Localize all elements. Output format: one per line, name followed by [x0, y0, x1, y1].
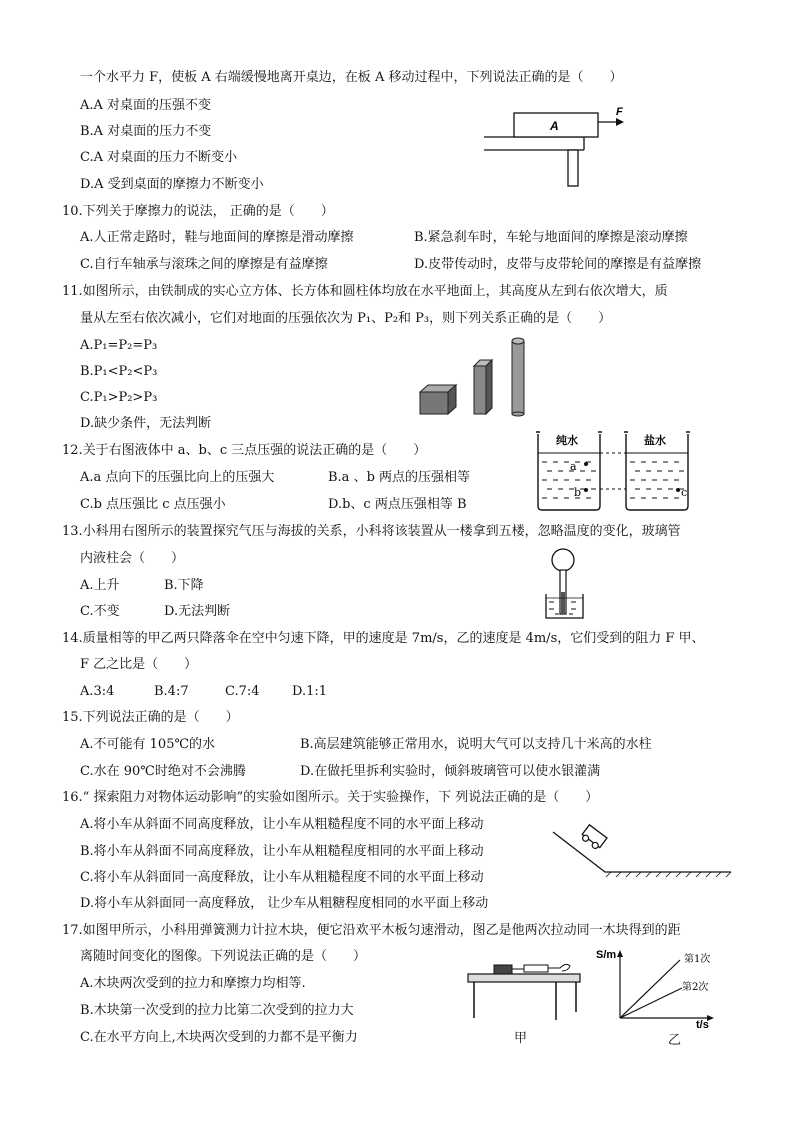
board-label: A [550, 119, 559, 133]
beaker-right-label: 盐水 [644, 434, 666, 447]
q16-option-d[interactable]: D.将小车从斜面同一高度释放， 让少车从粗糖程度相同的水平面上移动 [80, 896, 489, 911]
line1-label: 第1次 [684, 954, 711, 965]
q12-option-d[interactable]: D.b、c 两点压强相等 B [328, 497, 467, 512]
q16-stem: 16.“ 探索阻力对物体运动影响”的实验如图所示。关于实验操作，下 列说法正确的是（ ） [62, 790, 599, 805]
q16-figure [553, 820, 733, 878]
line-second [620, 988, 682, 1018]
q9-option-d[interactable]: D.A 受到桌面的摩擦力不断变小 [80, 177, 264, 192]
line2-label: 第2次 [682, 982, 709, 993]
q17-option-b[interactable]: B.木块第一次受到的拉力比第二次受到的拉力大 [80, 1003, 354, 1018]
q14-option-b[interactable]: B.4:7 [154, 684, 189, 699]
q13-option-c[interactable]: C.不变 [80, 604, 120, 619]
q11-option-c[interactable]: C.P₁>P₂>P₃ [80, 390, 158, 405]
q16-option-b[interactable]: B.将小车从斜面不同高度释放，让小车从粗糙程度相同的水平面上移动 [80, 844, 484, 859]
q10-option-a[interactable]: A.人正常走路时，鞋与地面间的摩擦是滑动摩擦 [80, 230, 354, 245]
q17-stem-line1: 17.如图甲所示，小科用弹簧测力计拉木块，便它沿欢平木板匀速滑动，图乙是他两次拉动同一木块得到的距 [62, 923, 681, 938]
q15-option-b[interactable]: B.高层建筑能够正常用水，说明大气可以支持几十米高的水柱 [300, 737, 652, 752]
q12-option-c[interactable]: C.b 点压强比 c 点压强小 [80, 497, 226, 512]
point-b-label: b [574, 486, 582, 499]
q15-option-c[interactable]: C.水在 90℃时绝对不会沸腾 [80, 764, 246, 779]
q10-option-c[interactable]: C.自行车轴承与滚珠之间的摩擦是有益摩擦 [80, 257, 328, 272]
q13-stem-line2: 内液柱会（ ） [80, 551, 185, 566]
q14-option-c[interactable]: C.7:4 [225, 684, 260, 699]
q14-stem-line2: F 乙之比是（ ） [80, 657, 198, 672]
q16-option-c[interactable]: C.将小车从斜面同一高度释放，让小车从粗糙程度不同的水平面上移动 [80, 870, 484, 885]
q13-figure [543, 548, 593, 620]
q11-option-d[interactable]: D.缺少条件，无法判断 [80, 416, 212, 431]
q13-option-a[interactable]: A.上升 [80, 578, 120, 593]
q11-option-b[interactable]: B.P₁<P₂<P₃ [80, 364, 158, 379]
q17-option-a[interactable]: A.木块两次受到的拉力和摩擦力均相等. [80, 976, 306, 991]
q12-figure [526, 426, 716, 512]
q17-figure-a [464, 958, 586, 1022]
q13-option-b[interactable]: B.下降 [164, 578, 204, 593]
q11-stem-line2: 量从左至右依次减小，它们对地面的压强依次为 P₁、P₂和 P₃，则下列关系正确的是（ ） [80, 311, 612, 326]
beaker-left-label: 纯水 [556, 434, 578, 447]
q10-option-d[interactable]: D.皮带传动时，皮带与皮带轮间的摩擦是有益摩擦 [414, 257, 702, 272]
q17-fig-a-caption: 甲 [514, 1031, 528, 1046]
q12-stem: 12.关于右图液体中 a、b、c 三点压强的说法正确的是（ ） [62, 443, 427, 458]
q16-option-a[interactable]: A.将小车从斜面不同高度释放，让小车从粗糙程度不同的水平面上移动 [80, 817, 484, 832]
q15-option-d[interactable]: D.在做托里拆利实验时，倾斜玻璃管可以使水银灌满 [300, 764, 601, 779]
q15-option-a[interactable]: A.不可能有 105℃的水 [80, 737, 216, 752]
line-first [620, 960, 680, 1018]
q11-option-a[interactable]: A.P₁=P₂=P₃ [80, 338, 158, 353]
q15-stem: 15.下列说法正确的是（ ） [62, 710, 239, 725]
force-label: F [616, 106, 623, 118]
q9-figure [484, 100, 634, 192]
q12-option-b[interactable]: B.a 、b 两点的压强相等 [328, 470, 471, 485]
q17-figure-b [592, 946, 722, 1030]
q14-stem-line1: 14.质量相等的甲乙两只降落伞在空中匀速下降，甲的速度是 7m/s，乙的速度是 4m/s，它们受到的阻力 F 甲、 [62, 631, 705, 646]
q10-option-b[interactable]: B.紧急刹车时，车轮与地面间的摩擦是滚动摩擦 [414, 230, 688, 245]
q17-option-c[interactable]: C.在水平方向上,木块两次受到的力都不是平衡力 [80, 1030, 358, 1045]
q17-stem-line2: 离随时间变化的图像。下列说法正确的是（ ） [80, 949, 367, 964]
q14-option-a[interactable]: A.3:4 [80, 684, 115, 699]
q17-fig-b-caption: 乙 [668, 1033, 682, 1048]
q14-option-d[interactable]: D.1:1 [292, 684, 328, 699]
y-axis-label: S/m [596, 949, 617, 961]
q9-option-c[interactable]: C.A 对桌面的压力不断变小 [80, 150, 238, 165]
q9-option-b[interactable]: B.A 对桌面的压力不变 [80, 124, 212, 139]
point-a-label: a [570, 460, 577, 473]
q11-stem-line1: 11.如图所示，由铁制成的实心立方体、长方体和圆柱体均放在水平地面上，其高度从左到右依次增大，质 [62, 284, 668, 299]
q13-stem-line1: 13.小科用右图所示的装置探究气压与海拔的关系，小科将该装置从一楼拿到五楼，忽略温度的变化，玻璃管 [62, 524, 681, 539]
q11-figure [418, 336, 530, 416]
x-axis-label: t/s [696, 1019, 709, 1031]
q10-stem: 10.下列关于摩擦力的说法， 正确的是（ ） [62, 204, 334, 219]
q9-stem: 一个水平力 F，使板 A 右端缓慢地离开桌边，在板 A 移动过程中，下列说法正确的是（ ） [80, 70, 623, 85]
q9-option-a[interactable]: A.A 对桌面的压强不变 [80, 98, 212, 113]
point-c-label: c [681, 486, 688, 499]
q13-option-d[interactable]: D.无法判断 [164, 604, 231, 619]
q12-option-a[interactable]: A.a 点向下的压强比向上的压强大 [80, 470, 275, 485]
